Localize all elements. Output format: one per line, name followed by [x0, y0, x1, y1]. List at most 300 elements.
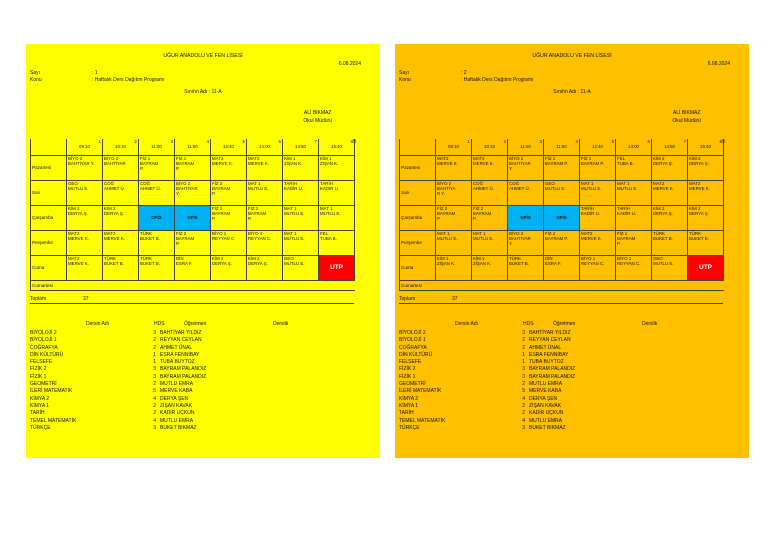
course-name: KİMYA 2 — [30, 395, 50, 402]
lesson-code: COĞ — [140, 180, 151, 186]
period-header — [139, 139, 175, 155]
period-header — [508, 139, 544, 155]
lesson-cell — [436, 255, 472, 280]
course-name: FİZİK 1 — [399, 373, 416, 380]
lesson-cell — [544, 255, 580, 280]
lesson-teacher: BAHTİYAR — [509, 160, 531, 166]
lesson-teacher: AHMET Ü. — [140, 185, 161, 191]
lesson-code: KİM 2 — [68, 205, 80, 211]
total-label: Toplam — [399, 296, 416, 302]
konu-value: : Haftalık Ders Dağıtım Programı — [92, 77, 165, 83]
course-row — [30, 381, 370, 388]
course-name: GEOMETRİ — [30, 381, 57, 388]
hours-column-header: HDS — [154, 321, 165, 327]
course-name: BİYOLOJİ 2 — [30, 330, 57, 336]
course-teacher: BAYRAM PALANDIZ — [529, 366, 576, 373]
course-row — [30, 345, 370, 352]
room-column-header: Derslik — [273, 321, 289, 327]
lesson-teacher: R Y. — [437, 190, 445, 196]
lesson-code: MAT 1 — [473, 230, 486, 236]
lesson-cell — [247, 230, 283, 255]
course-name: FELSEFE — [30, 359, 53, 366]
course-hours: 3 — [153, 424, 156, 431]
lesson-cell — [580, 255, 616, 280]
class-name: Sınıfın Adı : 11-A — [553, 89, 591, 95]
lesson-code: FİZ 2 — [473, 205, 484, 211]
course-row — [30, 330, 370, 337]
lesson-cell — [652, 180, 688, 205]
lesson-code: BİYO 2 — [509, 155, 524, 161]
lesson-teacher: REYYAN C. — [617, 260, 641, 266]
principal-signature — [303, 109, 332, 125]
lesson-teacher: P. — [212, 215, 216, 221]
class-name: Sınıfın Adı : 11-A — [184, 89, 222, 95]
lesson-teacher: BUKET B. — [653, 235, 673, 241]
course-row — [399, 330, 739, 337]
lesson-code: BİYO 2 — [509, 230, 524, 236]
day-name: Çarşamba — [400, 205, 436, 230]
lesson-code: KİM 2 — [689, 205, 701, 211]
schedule-table — [399, 139, 724, 291]
course-column-header: Dersin Adı — [455, 321, 479, 327]
lesson-code: BİYO 2 — [68, 155, 83, 161]
course-hours: 4 — [153, 395, 156, 402]
lesson-teacher: AHMET Ü. — [104, 185, 125, 191]
lesson-code: MAT2 — [104, 230, 116, 236]
course-teacher: ZİŞAN KAVAK — [160, 402, 193, 409]
course-teacher: ESRA FENNİBAY — [529, 351, 569, 358]
lesson-cell — [616, 255, 652, 280]
course-row — [30, 410, 370, 417]
period-time: 11:50 — [187, 144, 198, 149]
lesson-code: FİZ 2 — [212, 180, 223, 186]
course-hours: 2 — [522, 402, 525, 409]
lesson-code: KİM 2 — [653, 205, 665, 211]
lesson-cell — [247, 180, 283, 205]
course-name: BİYOLOJİ 1 — [399, 337, 426, 344]
period-header — [67, 139, 103, 155]
course-hours: 2 — [153, 381, 156, 388]
lesson-cell — [139, 155, 175, 180]
lesson-teacher: BAYRAM — [248, 210, 267, 216]
lesson-cell — [211, 205, 247, 230]
course-hours: 2 — [522, 344, 525, 351]
lesson-teacher: DERYA Ş. — [689, 160, 709, 166]
lesson-teacher: TUBA B. — [617, 160, 634, 166]
lesson-teacher: MUTLU E. — [473, 235, 494, 241]
day-name: Cuma — [400, 255, 436, 280]
course-hours: 1 — [153, 359, 156, 366]
lesson-code: KİM 2 — [104, 205, 116, 211]
lesson-code: MAT 1 — [284, 205, 297, 211]
lesson-teacher: MUTLU E. — [437, 235, 458, 241]
lesson-teacher: BUKET B. — [140, 235, 160, 241]
period-number: 8 — [719, 139, 722, 144]
period-time: 11:00 — [151, 144, 162, 149]
course-name: BİYOLOJİ 2 — [399, 330, 426, 336]
day-name: Cumartesi — [400, 280, 436, 290]
schedule-sheet-1 — [26, 44, 380, 458]
course-name: FELSEFE — [399, 359, 422, 366]
lesson-teacher: MERVE K. — [581, 235, 602, 241]
period-header — [247, 139, 283, 155]
lesson-teacher: MUTLU E. — [653, 260, 674, 266]
lesson-teacher: BAYRAM — [176, 160, 195, 166]
lesson-cell — [67, 255, 103, 280]
lesson-cell — [436, 180, 472, 205]
empty-cell — [319, 280, 355, 290]
lesson-code: TÜRK — [689, 230, 701, 236]
lesson-teacher: BUKET B. — [104, 260, 124, 266]
empty-cell — [616, 280, 652, 290]
course-teacher: MUTLU EMRA — [529, 417, 563, 424]
lesson-code: TÜRK — [509, 255, 521, 261]
lesson-teacher: P. — [248, 215, 252, 221]
lesson-cell — [472, 180, 508, 205]
lesson-code: MAT 1 — [437, 230, 450, 236]
lesson-teacher: ESRA F. — [176, 260, 193, 266]
course-row — [399, 374, 739, 381]
course-name: KİMYA 1 — [30, 402, 50, 409]
total-value: 37 — [83, 296, 89, 302]
course-row — [399, 366, 739, 373]
lesson-teacher: AHMET Ü. — [473, 185, 494, 191]
principal-name: ALİ BIKMAZ — [303, 110, 332, 116]
lesson-teacher: MUTLU E. — [284, 210, 305, 216]
lesson-teacher: BAHTİYAR — [176, 185, 198, 191]
lesson-cell — [580, 205, 616, 230]
lesson-teacher: MERVE K. — [248, 160, 269, 166]
lesson-cell — [103, 155, 139, 180]
lesson-teacher: BAHTİYAR — [509, 235, 531, 241]
lesson-code: FİZ 1 — [617, 230, 628, 236]
lesson-code: FİZ 2 — [545, 230, 556, 236]
course-hours: 3 — [522, 373, 525, 380]
period-number: 3 — [539, 139, 542, 144]
lesson-cell — [283, 255, 319, 280]
lesson-teacher: P. — [176, 240, 180, 246]
course-row — [399, 410, 739, 417]
lesson-cell — [580, 155, 616, 180]
office-cell: OFİS — [508, 205, 544, 230]
course-row — [399, 403, 739, 410]
lesson-cell — [508, 180, 544, 205]
lesson-cell — [103, 205, 139, 230]
lesson-cell — [211, 155, 247, 180]
course-teacher: BAHTİYAR YILDIZ — [529, 330, 571, 336]
period-9-header: 9 — [353, 139, 356, 145]
lesson-code: TÜRK — [140, 255, 152, 261]
period-number: 6 — [647, 139, 650, 144]
lesson-code: KİM 1 — [320, 155, 332, 161]
lesson-teacher: MERVE K. — [689, 185, 710, 191]
course-teacher: BAHTİYAR YILDIZ — [160, 330, 202, 336]
course-name: FİZİK 2 — [399, 366, 416, 373]
course-hours: 2 — [522, 381, 525, 388]
lesson-code: MAT 1 — [320, 205, 333, 211]
lesson-code: MAT2 — [653, 180, 665, 186]
empty-cell — [67, 280, 103, 290]
period-header — [472, 139, 508, 155]
lesson-code: FİZ 1 — [140, 155, 151, 161]
lesson-cell — [175, 180, 211, 205]
teacher-column-header: Öğretmen — [553, 321, 576, 327]
lesson-code: TARİH — [284, 180, 297, 186]
lesson-code: MAT 1 — [617, 180, 630, 186]
lesson-teacher: MUTLU E. — [581, 185, 602, 191]
lesson-cell — [247, 205, 283, 230]
lesson-teacher: BAHTİYA — [437, 185, 456, 191]
period-number: 5 — [611, 139, 614, 144]
lesson-teacher: P. — [140, 165, 144, 171]
period-number: 7 — [683, 139, 686, 144]
lesson-teacher: BAYRAM — [212, 210, 231, 216]
course-name: KİMYA 1 — [399, 402, 419, 409]
lesson-cell — [67, 180, 103, 205]
period-time: 15:40 — [331, 144, 342, 149]
lesson-cell — [616, 205, 652, 230]
lesson-teacher: BAYRAM — [176, 235, 195, 241]
teacher-column-header: Öğretmen — [184, 321, 207, 327]
lesson-code: KİM 1 — [437, 255, 449, 261]
lesson-teacher: DERYA Ş. — [104, 210, 124, 216]
lesson-teacher: ZİŞAN K. — [320, 160, 339, 166]
lesson-code: FİZ 2 — [248, 205, 259, 211]
course-hours: 3 — [153, 366, 156, 373]
period-time: 12:40 — [223, 144, 234, 149]
divider — [399, 303, 723, 304]
lesson-teacher: Y. — [509, 165, 513, 171]
lesson-cell — [247, 155, 283, 180]
utp-cell: UTP — [688, 255, 724, 280]
lesson-teacher: MUTLU E. — [68, 185, 89, 191]
lesson-code: TARİH — [320, 180, 333, 186]
course-teacher: BAYRAM PALANDIZ — [529, 373, 576, 380]
lesson-cell — [580, 230, 616, 255]
sayi-label: Sayı — [30, 70, 41, 76]
period-number: 3 — [170, 139, 173, 144]
course-row — [399, 396, 739, 403]
empty-cell — [652, 280, 688, 290]
period-time: 09:10 — [79, 144, 90, 149]
lesson-code: BİYO 1 — [581, 255, 596, 261]
lesson-code: FİZ 2 — [176, 230, 187, 236]
course-name: TÜRKÇE — [30, 424, 51, 431]
course-teacher: MUTLU EMRA — [160, 381, 194, 388]
konu-value: : Haftalık Ders Dağıtım Programı — [461, 77, 534, 83]
course-row — [30, 425, 370, 432]
lesson-cell — [175, 155, 211, 180]
lesson-teacher: MERVE K. — [68, 235, 89, 241]
course-hours: 1 — [522, 359, 525, 366]
lesson-teacher: Y. — [509, 240, 513, 246]
lesson-code: TARİH — [581, 205, 594, 211]
period-number: 1 — [467, 139, 470, 144]
lesson-teacher: MUTLU E. — [284, 235, 305, 241]
lesson-teacher: BAYRAM — [212, 185, 231, 191]
room-column-header: Derslik — [642, 321, 658, 327]
lesson-code: MAT2 — [437, 155, 449, 161]
lesson-cell — [508, 230, 544, 255]
lesson-code: BİYO 1 — [617, 255, 632, 261]
lesson-teacher: P. — [617, 240, 621, 246]
lesson-code: BİYO 1 — [248, 230, 263, 236]
lesson-code: FİZ 2 — [212, 205, 223, 211]
lesson-code: BİYO 2 — [437, 180, 452, 186]
office-cell: OFİS — [544, 205, 580, 230]
course-row — [30, 418, 370, 425]
lesson-code: TARİH — [617, 205, 630, 211]
course-hours: 2 — [522, 337, 525, 344]
schedule-table — [30, 139, 355, 291]
lesson-cell — [652, 255, 688, 280]
school-title: UĞUR ANADOLU VE FEN LİSESİ — [163, 53, 243, 59]
lesson-cell — [616, 230, 652, 255]
empty-cell — [211, 280, 247, 290]
lesson-teacher: BUKET B. — [689, 235, 709, 241]
lesson-teacher: MERVE K. — [212, 160, 233, 166]
lesson-code: COĞ — [509, 180, 520, 186]
period-number: 5 — [242, 139, 245, 144]
course-name: COĞRAFYA — [30, 344, 58, 351]
course-teacher: REYYAN CEYLAN — [160, 337, 202, 344]
lesson-cell — [472, 155, 508, 180]
lesson-teacher: TUBA B. — [320, 235, 337, 241]
period-time: 10:10 — [484, 144, 495, 149]
course-row — [30, 388, 370, 395]
lesson-teacher: P. — [473, 215, 477, 221]
lesson-code: TÜRK — [653, 230, 665, 236]
principal-title: Okul Müdürü — [303, 118, 332, 124]
course-hours: 2 — [153, 337, 156, 344]
lesson-cell — [319, 180, 355, 205]
lesson-code: MAT2 — [68, 255, 80, 261]
day-name: Pazartesi — [31, 155, 67, 180]
course-teacher: REYYAN CEYLAN — [529, 337, 571, 344]
lesson-teacher: ZİŞAN K. — [437, 260, 456, 266]
principal-title: Okul Müdürü — [672, 118, 701, 124]
course-hours: 3 — [522, 330, 525, 336]
course-name: COĞRAFYA — [399, 344, 427, 351]
lesson-code: FİZ 1 — [176, 155, 187, 161]
lesson-cell — [616, 155, 652, 180]
lesson-code: MAT2 — [689, 180, 701, 186]
lesson-teacher: REYYAN C. — [581, 260, 605, 266]
lesson-code: MAT2 — [248, 155, 260, 161]
course-hours: 3 — [522, 424, 525, 431]
course-teacher: BUKET BIKMAZ — [160, 424, 197, 431]
course-hours: 5 — [153, 388, 156, 395]
lesson-code: MAT2 — [68, 230, 80, 236]
period-header — [580, 139, 616, 155]
principal-signature — [672, 109, 701, 125]
empty-cell — [139, 280, 175, 290]
period-number: 1 — [98, 139, 101, 144]
divider — [30, 303, 354, 304]
lesson-teacher: BAHTİYAR — [104, 160, 126, 166]
period-number: 6 — [278, 139, 281, 144]
lesson-cell — [211, 230, 247, 255]
lesson-cell — [103, 180, 139, 205]
lesson-cell — [652, 205, 688, 230]
lesson-teacher: BAYRAM — [140, 160, 159, 166]
empty-cell — [247, 280, 283, 290]
course-teacher: AHMET ÜNAL — [160, 344, 193, 351]
lesson-teacher: BUKET B. — [140, 260, 160, 266]
lesson-teacher: BAYRAM P. — [545, 160, 569, 166]
period-time: 10:10 — [115, 144, 126, 149]
lesson-code: GEO — [68, 180, 78, 186]
period-time: 14:00 — [259, 144, 270, 149]
empty-cell — [175, 280, 211, 290]
schedule-sheet-2 — [395, 44, 749, 458]
empty-cell — [688, 280, 724, 290]
empty-cell — [103, 280, 139, 290]
lesson-code: KİM 1 — [473, 255, 485, 261]
lesson-cell — [472, 255, 508, 280]
lesson-code: GEO — [284, 255, 294, 261]
course-name: TEMEL MATEMATİK — [30, 417, 77, 424]
lesson-teacher: P. — [176, 165, 180, 171]
course-name: TARİH — [30, 410, 45, 417]
lesson-teacher: MERVE K. — [104, 235, 125, 241]
empty-cell — [508, 280, 544, 290]
corner-cell — [400, 139, 436, 155]
lesson-code: KİM 1 — [284, 155, 296, 161]
lesson-teacher: KADİR U. — [617, 210, 637, 216]
lesson-code: KİM 2 — [248, 255, 260, 261]
course-name: TARİH — [399, 410, 414, 417]
period-number: 4 — [575, 139, 578, 144]
lesson-cell — [67, 155, 103, 180]
empty-cell — [436, 280, 472, 290]
course-row — [399, 381, 739, 388]
period-number: 7 — [314, 139, 317, 144]
period-9-header: 9 — [722, 139, 725, 145]
lesson-teacher: MERVE K. — [653, 185, 674, 191]
course-teacher: BUKET BIKMAZ — [529, 424, 566, 431]
lesson-teacher: DERYA Ş. — [653, 210, 673, 216]
course-hours: 2 — [153, 410, 156, 417]
lesson-teacher: MUTLU E. — [545, 185, 566, 191]
course-teacher: ESRA FENNİBAY — [160, 351, 200, 358]
lesson-cell — [319, 155, 355, 180]
course-column-header: Dersin Adı — [86, 321, 110, 327]
utp-cell: UTP — [319, 255, 355, 280]
total-value: 37 — [452, 296, 458, 302]
course-hours: 4 — [522, 417, 525, 424]
course-name: TÜRKÇE — [399, 424, 420, 431]
course-row — [399, 359, 739, 366]
lesson-teacher: MERVE K. — [437, 160, 458, 166]
day-name: Salı — [31, 180, 67, 205]
lesson-code: BİYO 2 — [176, 180, 191, 186]
period-header — [283, 139, 319, 155]
period-time: 11:50 — [556, 144, 567, 149]
lesson-code: TÜRK — [140, 230, 152, 236]
lesson-cell — [688, 180, 724, 205]
lesson-teacher: MUTLU E. — [320, 210, 341, 216]
lesson-teacher: BAYRAM — [617, 235, 636, 241]
period-number: 4 — [206, 139, 209, 144]
course-teacher: MUTLU EMRA — [529, 381, 563, 388]
lesson-cell — [319, 230, 355, 255]
lesson-code: DİN — [545, 255, 553, 261]
total-label: Toplam — [30, 296, 47, 302]
corner-cell — [31, 139, 67, 155]
course-teacher: DERYA ŞEN — [529, 395, 558, 402]
period-time: 14:00 — [628, 144, 639, 149]
